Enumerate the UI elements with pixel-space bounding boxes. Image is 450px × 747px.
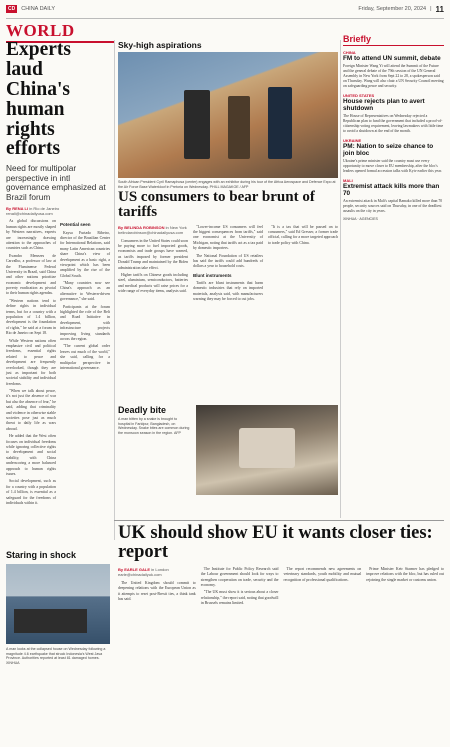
byline-name: By EARLE GALE (118, 566, 151, 572)
crosshead: Blunt instruments (193, 272, 232, 278)
brief-place: UKRAINE (343, 138, 362, 144)
briefly-sidebar (343, 34, 444, 222)
uk-col4 (366, 567, 444, 609)
column-rule (340, 40, 341, 518)
deadly-caption (118, 417, 190, 436)
person-figure (184, 90, 210, 159)
tariffs-col1 (118, 225, 188, 305)
brief-place: UNITED STATES (343, 93, 375, 99)
skyhigh-photo-block (118, 40, 338, 189)
issue-date: Friday, September 20, 2024 (358, 6, 427, 12)
brief-headline: House rejects plan to avert shutdown (343, 98, 425, 113)
paragraph: The report recommends new agreements on veterinary standards, youth mobility and mutual recognition of professional qualifications. (283, 566, 362, 582)
uk-col1 (118, 567, 196, 609)
masthead (6, 0, 444, 19)
lead-byline (6, 206, 110, 216)
deadly-block (118, 405, 190, 436)
caption-text: A man looks at the collapsed house on Wednesday following a magnitude 4.6 earthquake that struck Indonesia's West Java Province. Authorities reported at least 81 damaged homes. (6, 647, 106, 661)
lead-body-col2 (60, 219, 110, 508)
brief-body: Foreign Minister Wang Yi will attend the Summit of the Future and the general debate of the 79th session of the UN General Assembly in New York from Sept 22 to 28, a spokesperson said on Thursday. Wang will also chair a UN Security Council meeting on safeguarding peace and security. (343, 63, 444, 89)
paragraph: "Lower-income US consumers will feel the biggest consequences from tariffs," said one economist at the University of Michigan, noting that tariffs act as a tax paid by domestic importers. (193, 224, 263, 251)
paragraph: Participants at the forum highlighted the role of the Belt and Road Initiative in development, with infrastructure projects improving living standards across the region. (60, 304, 110, 341)
paragraph: The National Foundation of US retailers has said the tariffs could add hundreds of dollars a year to household costs. (193, 253, 263, 269)
briefly-tag: Briefly (343, 34, 444, 46)
story-divider (114, 520, 444, 521)
byline-place: in London (151, 566, 169, 572)
brief-item (343, 50, 444, 89)
brief-headline: Extremist attack kills more than 70 (343, 183, 440, 197)
deadly-photo (196, 405, 338, 495)
paragraph: "When we talk about peace, it's not just the absence of war but also the absence of fear," he said, adding that criminality and violence in otherwise stable societies pose just as much threat to daily life as wars abroad. (6, 389, 56, 431)
crosshead: Potential seen (60, 222, 91, 228)
page-number: 11 (435, 4, 444, 14)
paragraph: He added that the West often focuses on individual freedoms while ignoring collective rights to development and social stability, with China underscoring a more balanced approach to human rights issues. (6, 434, 56, 476)
paragraph: As global discussions on human rights are mostly shaped by Western narratives, experts are increasingly drawing attention to the approaches of countries such as China. (6, 219, 56, 251)
paragraph: Higher tariffs on Chinese goods including steel, aluminium, semiconductors, batteries and medical products will raise prices for a wide range of everyday items, analysts said. (118, 272, 188, 294)
china-daily-logo: CD (8, 6, 16, 12)
column-rule (114, 40, 115, 540)
staring-block (6, 550, 110, 560)
uk-col3 (284, 567, 362, 609)
brief-place: MALI (343, 178, 353, 184)
uk-col2 (201, 567, 279, 609)
uk-byline (118, 567, 196, 578)
brief-item (343, 138, 444, 174)
photo-credit: PHILL MAGAKOE / AFP (209, 184, 249, 189)
paragraph: Consumers in the United States could soon be paying more to fuel imported goods, economists and trade groups have warned, as tariffs imposed by former president Donald Trump and maintained by the Biden administration take effect. (118, 238, 188, 270)
brief-headline: PM: Nation to seize chance to join bloc (343, 143, 434, 157)
paragraph: While Western nations often emphasize civil and political freedoms, essential rights related to peace and development are frequently overlooked, though they are just as important for both societal stability and individual freedoms. (6, 338, 56, 386)
byline-email: earle@chinadailyuk.com (118, 572, 162, 578)
section-title: WORLD (6, 21, 114, 43)
byline-name: By BELINDA ROBINSON (118, 224, 165, 230)
lead-headline: Experts laud China's human rights efforts (6, 39, 71, 160)
brief-headline: FM to attend UN summit, debate (343, 55, 441, 62)
paragraph: Evandro Menezes de Carvalho, a professor of law at the Fluminense Federal University in Brazil, said China and other nations prioritize economic development and poverty eradication as pivotal to their human rights agendas. (6, 253, 56, 296)
byline-email: renali@chinadailyusa.com (6, 211, 53, 217)
tariffs-headline: US consumers to bear brunt of tariffs (118, 189, 315, 221)
separator: | (430, 6, 432, 12)
stretcher-figure (239, 428, 296, 469)
paragraph: Prime Minister Keir Starmer has pledged to improve relations with the bloc, but has ruled out rejoining the single market or customs union. (366, 566, 444, 582)
brief-body: The House of Representatives on Wednesday rejected a Republican plan to fund the government that included a proof-of-citizenship voting requirement, leaving lawmakers with little time to avoid a shutdown at the end of the month. (343, 113, 444, 134)
paragraph: The Institute for Public Policy Research said the Labour government should look for ways to strengthen cooperation on trade, security and the economy. (200, 566, 279, 588)
lead-story (6, 40, 110, 508)
person-figure (228, 96, 250, 159)
tariffs-col3 (268, 225, 338, 305)
paragraph: "Many countries now see China's approach as an alternative to Western-driven governance," she said. (60, 281, 110, 302)
brief-item (343, 178, 444, 214)
uk-story (118, 524, 444, 609)
paragraph: Tariffs are blunt instruments that harm domestic industries that rely on imported materials, analysts said, with manufacturers warning they may be forced to cut jobs. (193, 280, 263, 302)
caption-text: A man bitten by a snake is brought to hospital in Faridpur, Bangladesh, on Wednesday. Snake bites are common during the monsoon season in the region. (118, 417, 190, 436)
photo-credit: XINHUA (6, 661, 20, 666)
collapsed-house (14, 609, 87, 633)
tariffs-byline (118, 225, 188, 236)
staring-caption (6, 647, 110, 666)
skyhigh-caption (118, 180, 338, 189)
paragraph: Kaysa Furtado Ribeiro, director of the Brazilian Center for International Relations, said many Latin American countries share China's view of development as a basic right, a viewpoint which has been amplified by the rise of the Global South. (60, 230, 110, 278)
deadly-kicker: Deadly bite (118, 405, 167, 415)
paragraph: "The UK must show it is serious about a closer relationship," the report said, noting that goodwill in Brussels remains limited. (200, 590, 279, 606)
uk-headline: UK should show EU it wants closer ties: report (118, 523, 433, 563)
caption-text: South African President Cyril Ramaphosa (center) engages with an exhibitor during his tour of the Africa Aerospace and Defence Expo at the Air Force Base Waterkloof in Pretoria on Wednesday. (118, 180, 336, 189)
byline-place: in New York (165, 224, 187, 230)
briefly-credit: XINHUA · AGENCIES (343, 216, 378, 221)
person-figure (268, 87, 292, 159)
brief-body: An extremist attack in Mali's capital Bamako killed more than 70 people, security sources said on Thursday, in one of the deadliest assaults on the city in years. (343, 198, 443, 213)
skyhigh-kicker: Sky-high aspirations (118, 40, 202, 50)
byline-email: belindarobinson@chinadailyusa.com (118, 230, 184, 236)
byline-name: By RENA LI (6, 206, 29, 212)
brief-item (343, 93, 444, 134)
byline-place: in Rio de Janeiro (29, 206, 60, 212)
paragraph: "It is a tax that will be passed on to consumers," said Ed Gresser, a former trade official, calling for a more targeted approach to trade policy with China. (268, 224, 338, 245)
tariffs-story (118, 190, 338, 304)
lead-subhead: Need for multipolar perspective in intl governance emphasized at Brazil forum (6, 163, 106, 202)
brief-place: CHINA (343, 50, 356, 55)
paragraph: "The current global order leaves out much of the world," she said, calling for a multipolar perspective in international governance. (60, 344, 110, 370)
photo-credit: AFP (173, 431, 181, 436)
paragraph: "Western nations tend to define rights in individual terms, but for a country with a population of 1.4 billion, development is the foundation of rights," he said at a forum in Rio de Janeiro on Sept 18. (6, 298, 56, 336)
paragraph: Social development, such as for a country with a population of 1.4 billion, is essential as a safeguard for the freedoms of individuals within it. (6, 479, 56, 505)
staring-kicker: Staring in shock (6, 550, 77, 560)
brief-body: Ukraine's prime minister said the country must use every opportunity to move closer to EU membership, after the bloc's leaders opened formal accession talks with Kyiv earlier this year. (343, 158, 442, 173)
paper-name: CHINA DAILY (21, 6, 56, 12)
staring-photo (6, 564, 110, 644)
tariffs-col2 (193, 225, 263, 305)
skyhigh-photo (118, 52, 338, 178)
paragraph: The United Kingdom should commit to deepening relations with the European Union as it attempts to reset post-Brexit ties, a think tank has said. (118, 580, 196, 602)
lead-body-col1 (6, 219, 56, 508)
